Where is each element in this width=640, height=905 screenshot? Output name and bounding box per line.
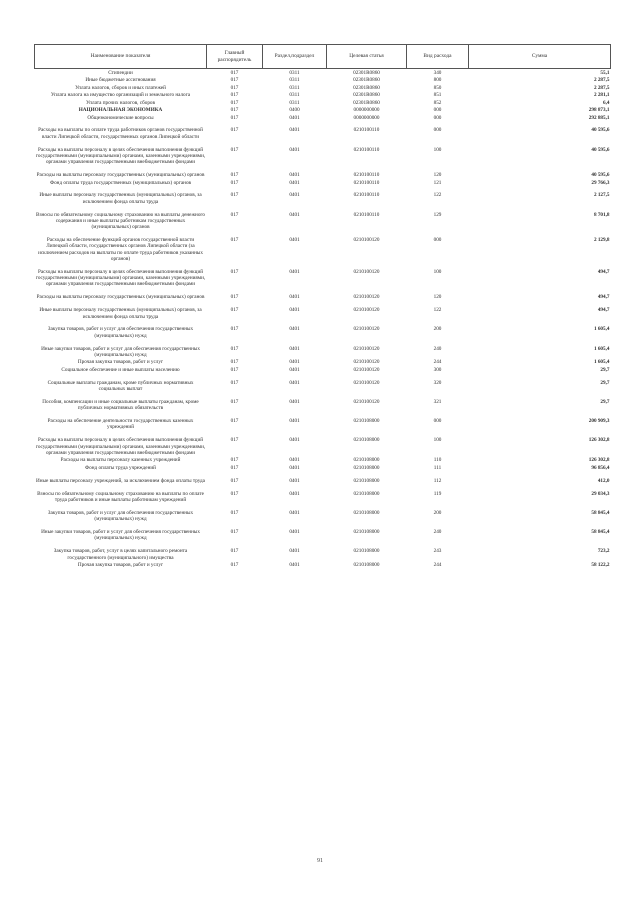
row-name: Уплата прочих налогов, сборов bbox=[86, 99, 155, 106]
row-name: Прочая закупка товаров, работ и услуг bbox=[77, 562, 164, 569]
row-sum: 58 845,4 bbox=[591, 529, 610, 536]
row-cel: 02301R0860 bbox=[353, 77, 380, 84]
row-cel: 0210108000 bbox=[353, 562, 380, 569]
row-glav: 017 bbox=[230, 69, 239, 76]
row-razdel: 0401 bbox=[289, 146, 300, 153]
table-row bbox=[35, 301, 611, 320]
row-name: Закупка товаров, работ, услуг в целях капитального ремонта государственного (муниципального) имущества bbox=[53, 548, 188, 561]
row-glav: 017 bbox=[230, 379, 239, 386]
budget-table bbox=[34, 44, 611, 569]
row-sum: 723,2 bbox=[597, 548, 610, 555]
row-glav: 017 bbox=[230, 457, 239, 464]
row-name: Общеэкономические вопросы bbox=[87, 114, 154, 121]
row-cel: 02301R0860 bbox=[353, 84, 380, 91]
row-glav: 017 bbox=[230, 99, 239, 106]
row-name: Уплата налогов, сборов и иных платежей bbox=[75, 84, 166, 91]
row-glav: 017 bbox=[230, 179, 239, 186]
row-vid: 800 bbox=[433, 77, 442, 84]
row-glav: 017 bbox=[230, 562, 239, 569]
row-name: Прочая закупка товаров, работ и услуг bbox=[77, 359, 164, 366]
row-vid: 200 bbox=[433, 509, 442, 516]
row-glav: 017 bbox=[230, 490, 239, 497]
row-vid: 000 bbox=[433, 418, 442, 425]
row-name: Взносы по обязательному социальному страхованию на выплаты денежного содержания и иные выплаты работникам государственных (муниципальных) органов bbox=[35, 211, 205, 231]
row-sum: 58 122,2 bbox=[591, 562, 610, 569]
table-body bbox=[35, 69, 611, 569]
row-cel: 0210108000 bbox=[353, 490, 380, 497]
row-glav: 017 bbox=[230, 359, 239, 366]
table-row bbox=[35, 485, 611, 504]
row-razdel: 0401 bbox=[289, 529, 300, 536]
header-glav: Главный распорядитель bbox=[207, 45, 263, 69]
table-row bbox=[35, 393, 611, 412]
row-sum: 2 281,1 bbox=[593, 92, 610, 99]
row-name: Иные выплаты персоналу учреждений, за исключением фонда оплаты труда bbox=[36, 477, 205, 484]
row-name: Иные выплаты персоналу государственных (муниципальных) органов, за исключением фонда оплаты труда bbox=[39, 192, 202, 205]
table-row bbox=[35, 504, 611, 523]
table-row bbox=[35, 99, 611, 106]
row-vid: 243 bbox=[433, 548, 442, 555]
row-razdel: 0311 bbox=[289, 77, 300, 84]
table-row bbox=[35, 91, 611, 98]
table-row bbox=[35, 263, 611, 288]
row-vid: 122 bbox=[433, 307, 442, 314]
table-row bbox=[35, 457, 611, 464]
row-razdel: 0401 bbox=[289, 418, 300, 425]
row-sum: 29 034,3 bbox=[591, 490, 610, 497]
table-row bbox=[35, 106, 611, 113]
row-razdel: 0401 bbox=[289, 179, 300, 186]
row-name: Иные закупки товаров, работ и услуг для обеспечения государственных (муниципальных) нужд bbox=[41, 345, 200, 358]
row-razdel: 0401 bbox=[289, 114, 300, 121]
row-glav: 017 bbox=[230, 107, 239, 114]
row-cel: 02301R0860 bbox=[353, 92, 380, 99]
row-sum: 2 127,5 bbox=[593, 192, 610, 199]
row-razdel: 0401 bbox=[289, 127, 300, 134]
header-cel: Целевая статья bbox=[327, 45, 407, 69]
row-name: Расходы на выплаты персоналу государственных (муниципальных) органов bbox=[36, 294, 205, 301]
row-vid: 321 bbox=[433, 398, 442, 405]
row-sum: 412,0 bbox=[597, 477, 610, 484]
row-cel: 0210100110 bbox=[353, 211, 380, 218]
row-vid: 119 bbox=[433, 490, 442, 497]
table-row bbox=[35, 412, 611, 431]
row-cel: 0210100110 bbox=[353, 146, 380, 153]
row-glav: 017 bbox=[230, 127, 239, 134]
row-sum: 2 129,8 bbox=[593, 237, 610, 244]
row-cel: 0210100120 bbox=[353, 268, 380, 275]
row-vid: 852 bbox=[433, 99, 442, 106]
row-cel: 0210108000 bbox=[353, 437, 380, 444]
row-razdel: 0401 bbox=[289, 237, 300, 244]
row-razdel: 0401 bbox=[289, 345, 300, 352]
row-glav: 017 bbox=[230, 146, 239, 153]
row-glav: 017 bbox=[230, 77, 239, 84]
page-number: 91 bbox=[317, 858, 323, 864]
row-name: Расходы на выплаты персоналу казенных учреждений bbox=[60, 457, 181, 464]
row-vid: 000 bbox=[433, 114, 442, 121]
row-sum: 494,7 bbox=[597, 307, 610, 314]
row-cel: 0210100120 bbox=[353, 345, 380, 352]
row-glav: 017 bbox=[230, 345, 239, 352]
row-name: Стипендии bbox=[108, 69, 133, 76]
row-cel: 0210108000 bbox=[353, 477, 380, 484]
row-glav: 017 bbox=[230, 114, 239, 121]
row-name: Иные закупки товаров, работ и услуг для обеспечения государственных (муниципальных) нужд bbox=[41, 529, 200, 542]
row-razdel: 0311 bbox=[289, 69, 300, 76]
table-row bbox=[35, 84, 611, 91]
row-sum: 2 287,5 bbox=[593, 77, 610, 84]
row-vid: 120 bbox=[433, 294, 442, 301]
row-sum: 126 302,8 bbox=[588, 457, 610, 464]
row-name: Уплата налога на имущество организаций и земельного налога bbox=[50, 92, 191, 99]
row-razdel: 0401 bbox=[289, 192, 300, 199]
row-glav: 017 bbox=[230, 464, 239, 471]
header-sum: Сумма bbox=[469, 45, 611, 69]
row-vid: 121 bbox=[433, 179, 442, 186]
row-name: Закупка товаров, работ и услуг для обеспечения государственных (муниципальных) нужд bbox=[47, 326, 194, 339]
row-vid: 240 bbox=[433, 529, 442, 536]
row-cel: 0210108000 bbox=[353, 464, 380, 471]
row-name: Расходы на выплаты персоналу в целях обеспечения выполнения функций государственными (муниципальными) органами, казенными учреждениями, органами управления государственными внебюджетными фондами bbox=[35, 437, 206, 456]
row-sum: 58 845,4 bbox=[591, 509, 610, 516]
row-cel: 0210100110 bbox=[353, 192, 380, 199]
row-name: Расходы на выплаты персоналу государственных (муниципальных) органов bbox=[36, 172, 205, 179]
row-glav: 017 bbox=[230, 192, 239, 199]
row-name: Расходы на выплаты по оплате труда работников органов государственной власти Липецкой области, государственных органов Липецкой области bbox=[38, 127, 203, 140]
table-row bbox=[35, 206, 611, 231]
table-row bbox=[35, 366, 611, 373]
row-name: Социальные выплаты гражданам, кроме публичных нормативных социальных выплат bbox=[47, 379, 194, 393]
row-name: Иные бюджетные ассигнования bbox=[85, 77, 156, 84]
row-razdel: 0311 bbox=[289, 92, 300, 99]
row-vid: 100 bbox=[433, 437, 442, 444]
row-sum: 40 595,6 bbox=[591, 172, 610, 179]
table-row bbox=[35, 76, 611, 83]
row-sum: 40 595,6 bbox=[591, 146, 610, 153]
row-name: Расходы на выплаты персоналу в целях обеспечения выполнения функций государственными (муниципальными) органами, казенными учреждениями, органами управления государственными внебюджетными фондами bbox=[35, 268, 206, 288]
row-razdel: 0401 bbox=[289, 326, 300, 333]
row-vid: 100 bbox=[433, 146, 442, 153]
row-name: Расходы на выплаты персоналу в целях обеспечения выполнения функций государственными (муниципальными) органами, казенными учреждениями, органами управления государственными внебюджетными фондами bbox=[35, 146, 206, 166]
row-razdel: 0401 bbox=[289, 464, 300, 471]
row-glav: 017 bbox=[230, 529, 239, 536]
table-row bbox=[35, 359, 611, 366]
table-row bbox=[35, 523, 611, 542]
row-razdel: 0401 bbox=[289, 548, 300, 555]
row-razdel: 0401 bbox=[289, 398, 300, 405]
header-vid: Вид расхода bbox=[407, 45, 469, 69]
row-glav: 017 bbox=[230, 92, 239, 99]
row-cel: 0210100110 bbox=[353, 179, 380, 186]
row-razdel: 0401 bbox=[289, 307, 300, 314]
table-row bbox=[35, 141, 611, 166]
row-sum: 126 302,8 bbox=[588, 437, 610, 444]
table-row bbox=[35, 231, 611, 263]
row-name: Взносы по обязательному социальному страхованию на выплаты по оплате труда работников и иные выплаты работникам учреждений bbox=[37, 490, 204, 503]
row-name: НАЦИОНАЛЬНАЯ ЭКОНОМИКА bbox=[78, 107, 163, 114]
row-cel: 02301R0860 bbox=[353, 99, 380, 106]
row-sum: 29,7 bbox=[600, 379, 610, 386]
row-sum: 494,7 bbox=[597, 294, 610, 301]
row-cel: 0210100120 bbox=[353, 294, 380, 301]
row-vid: 112 bbox=[433, 477, 442, 484]
row-cel: 0210100120 bbox=[353, 398, 380, 405]
row-cel: 0210100120 bbox=[353, 307, 380, 314]
row-razdel: 0401 bbox=[289, 437, 300, 444]
row-sum: 1 605,4 bbox=[593, 345, 610, 352]
row-cel: 0000000000 bbox=[353, 114, 380, 121]
row-cel: 0210100120 bbox=[353, 379, 380, 386]
row-razdel: 0311 bbox=[289, 84, 300, 91]
row-sum: 200 909,3 bbox=[588, 418, 610, 425]
row-razdel: 0400 bbox=[289, 107, 300, 114]
row-cel: 0210100120 bbox=[353, 359, 380, 366]
table-row bbox=[35, 121, 611, 140]
table-row bbox=[35, 288, 611, 301]
row-glav: 017 bbox=[230, 366, 239, 373]
row-vid: 340 bbox=[433, 69, 442, 76]
row-vid: 129 bbox=[433, 211, 442, 218]
row-sum: 1 605,4 bbox=[593, 359, 610, 366]
header-name: Наименование показателя bbox=[35, 45, 207, 69]
row-sum: 55,1 bbox=[600, 69, 610, 76]
row-glav: 017 bbox=[230, 398, 239, 405]
table-row bbox=[35, 374, 611, 393]
row-glav: 017 bbox=[230, 326, 239, 333]
table-row bbox=[35, 320, 611, 339]
row-vid: 244 bbox=[433, 359, 442, 366]
row-glav: 017 bbox=[230, 418, 239, 425]
table-row bbox=[35, 114, 611, 121]
row-name: Фонд оплаты труда государственных (муниципальных) органов bbox=[49, 179, 192, 186]
row-glav: 017 bbox=[230, 307, 239, 314]
table-header-row bbox=[35, 45, 611, 69]
row-name: Расходы на обеспечение деятельности государственных казенных учреждений bbox=[47, 418, 194, 431]
row-cel: 0210108000 bbox=[353, 418, 380, 425]
row-cel: 0210100120 bbox=[353, 237, 380, 244]
table-row bbox=[35, 464, 611, 471]
row-cel: 0210100120 bbox=[353, 326, 380, 333]
row-sum: 8 701,8 bbox=[593, 211, 610, 218]
row-glav: 017 bbox=[230, 237, 239, 244]
row-cel: 0210108000 bbox=[353, 457, 380, 464]
row-vid: 240 bbox=[433, 345, 442, 352]
row-glav: 017 bbox=[230, 509, 239, 516]
row-glav: 017 bbox=[230, 294, 239, 301]
table-row bbox=[35, 69, 611, 77]
row-cel: 0000000000 bbox=[353, 107, 380, 114]
table-row bbox=[35, 542, 611, 561]
row-vid: 000 bbox=[433, 107, 442, 114]
row-name: Иные выплаты персоналу государственных (муниципальных) органов, за исключением фонда оплаты труда bbox=[39, 307, 202, 320]
table-row bbox=[35, 166, 611, 179]
row-name: Пособия, компенсации и иные социальные выплаты гражданам, кроме публичных нормативных обязательств bbox=[42, 398, 199, 412]
row-name: Фонд оплаты труда учреждений bbox=[85, 464, 156, 471]
row-sum: 298 873,1 bbox=[588, 107, 610, 114]
row-glav: 017 bbox=[230, 437, 239, 444]
row-glav: 017 bbox=[230, 172, 239, 179]
row-vid: 320 bbox=[433, 379, 442, 386]
table-row bbox=[35, 561, 611, 568]
table-row bbox=[35, 179, 611, 186]
table-row bbox=[35, 186, 611, 205]
row-razdel: 0401 bbox=[289, 211, 300, 218]
row-sum: 292 885,1 bbox=[588, 114, 610, 121]
row-vid: 000 bbox=[433, 237, 442, 244]
row-razdel: 0401 bbox=[289, 477, 300, 484]
row-glav: 017 bbox=[230, 477, 239, 484]
row-sum: 6,4 bbox=[603, 99, 610, 106]
row-glav: 017 bbox=[230, 268, 239, 275]
row-sum: 29,7 bbox=[600, 398, 610, 405]
row-vid: 000 bbox=[433, 127, 442, 134]
row-sum: 29,7 bbox=[600, 366, 610, 373]
row-razdel: 0401 bbox=[289, 379, 300, 386]
header-razdel: Раздел,подраздел bbox=[263, 45, 327, 69]
row-razdel: 0401 bbox=[289, 490, 300, 497]
row-sum: 40 595,6 bbox=[591, 127, 610, 134]
row-glav: 017 bbox=[230, 548, 239, 555]
row-razdel: 0401 bbox=[289, 172, 300, 179]
row-razdel: 0311 bbox=[289, 99, 300, 106]
row-sum: 29 766,3 bbox=[591, 179, 610, 186]
row-vid: 122 bbox=[433, 192, 442, 199]
row-cel: 0210108000 bbox=[353, 548, 380, 555]
row-glav: 017 bbox=[230, 211, 239, 218]
row-cel: 02301R0860 bbox=[353, 69, 380, 76]
row-vid: 200 bbox=[433, 326, 442, 333]
row-vid: 244 bbox=[433, 562, 442, 569]
row-vid: 100 bbox=[433, 268, 442, 275]
row-cel: 0210108000 bbox=[353, 509, 380, 516]
row-sum: 2 287,5 bbox=[593, 84, 610, 91]
row-razdel: 0401 bbox=[289, 268, 300, 275]
row-cel: 0210100110 bbox=[353, 172, 380, 179]
row-vid: 300 bbox=[433, 366, 442, 373]
row-name: Закупка товаров, работ и услуг для обеспечения государственных (муниципальных) нужд bbox=[47, 509, 194, 523]
row-cel: 0210108000 bbox=[353, 529, 380, 536]
row-name: Расходы на обеспечение функций органов государственной власти Липецкой области, государственных органов Липецкой области (за исключением расходов на выплаты по оплате труда работников указанных органов) bbox=[38, 237, 203, 262]
row-cel: 0210100120 bbox=[353, 366, 380, 373]
row-razdel: 0401 bbox=[289, 562, 300, 569]
row-razdel: 0401 bbox=[289, 294, 300, 301]
row-vid: 120 bbox=[433, 172, 442, 179]
row-razdel: 0401 bbox=[289, 359, 300, 366]
row-glav: 017 bbox=[230, 84, 239, 91]
row-vid: 850 bbox=[433, 84, 442, 91]
row-sum: 96 856,4 bbox=[591, 464, 610, 471]
row-name: Социальное обеспечение и иные выплаты населению bbox=[61, 366, 180, 373]
table-row bbox=[35, 431, 611, 456]
row-razdel: 0401 bbox=[289, 509, 300, 516]
row-razdel: 0401 bbox=[289, 457, 300, 464]
row-razdel: 0401 bbox=[289, 366, 300, 373]
table-row bbox=[35, 472, 611, 485]
row-sum: 1 605,4 bbox=[593, 326, 610, 333]
row-vid: 851 bbox=[433, 92, 442, 99]
row-cel: 0210100110 bbox=[353, 127, 380, 134]
row-vid: 110 bbox=[433, 457, 442, 464]
table-row bbox=[35, 340, 611, 359]
row-sum: 494,7 bbox=[597, 268, 610, 275]
row-vid: 111 bbox=[433, 464, 442, 471]
